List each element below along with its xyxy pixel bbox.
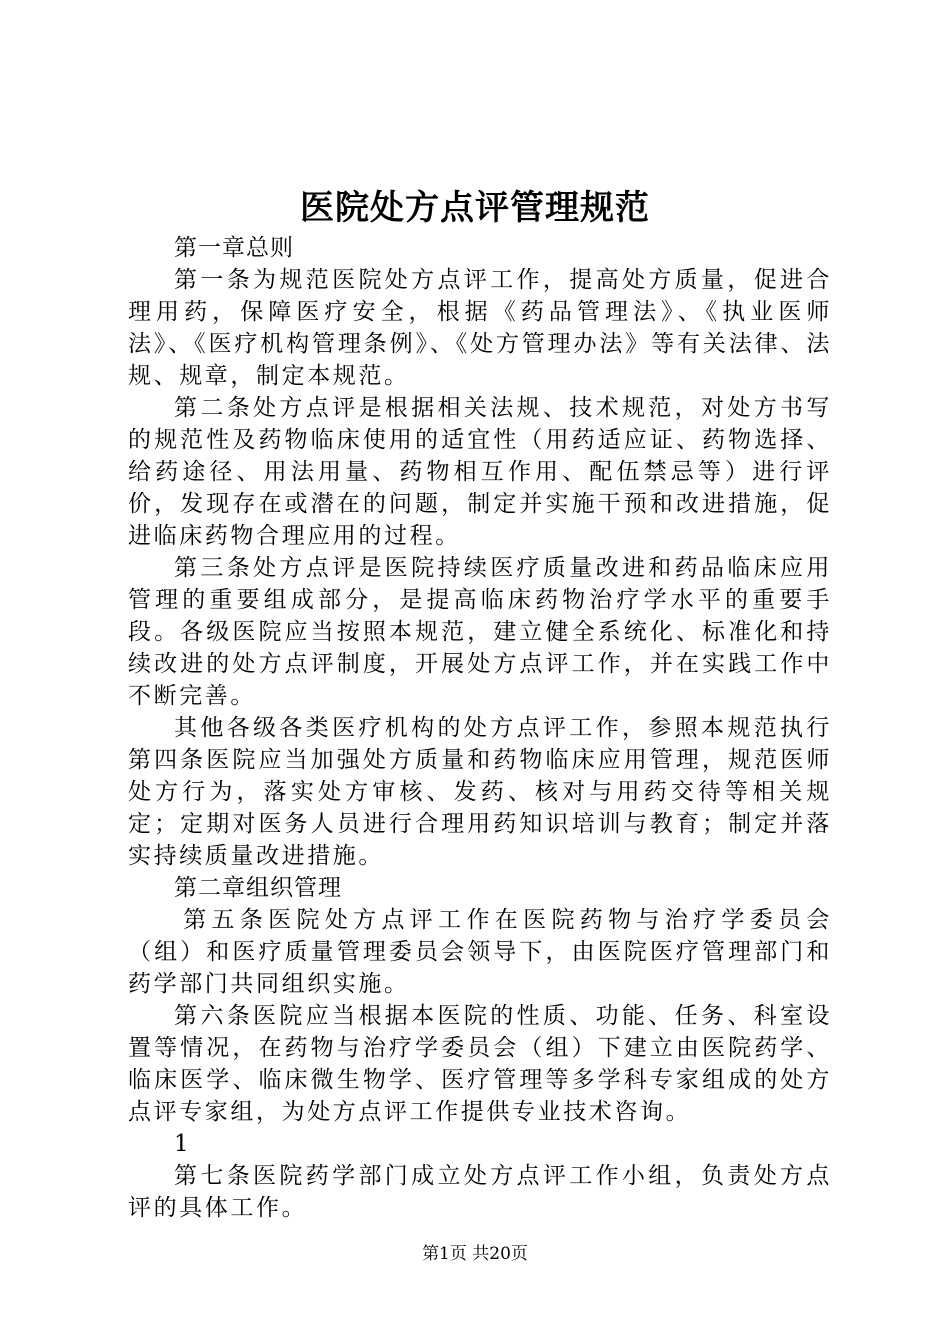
article-paragraph: 第七条医院药学部门成立处方点评工作小组，负责处方点评的具体工作。 — [128, 1163, 832, 1221]
chapter-heading: 第一章总则 — [174, 235, 294, 261]
inline-page-marker: 1 — [174, 1131, 189, 1157]
chapter-heading: 第二章组织管理 — [174, 875, 342, 901]
page-footer: 第1页 共20页 — [422, 1244, 528, 1264]
document-body — [128, 232, 832, 1224]
article-paragraph: 第六条医院应当根据本医院的性质、功能、任务、科室设置等情况，在药物与治疗学委员会（组）下建立由医院药学、临床医学、临床微生物学、医疗管理等多学科专家组成的处方点评专家组，为处方点评工作提供专业技术咨询。 — [128, 1003, 832, 1125]
article-paragraph: 第三条处方点评是医院持续医疗质量改进和药品临床应用管理的重要组成部分，是提高临床药物治疗学水平的重要手段。各级医院应当按照本规范，建立健全系统化、标准化和持续改进的处方点评制度，开展处方点评工作，并在实践工作中不断完善。 — [128, 555, 832, 709]
article-paragraph: 第一条为规范医院处方点评工作，提高处方质量，促进合理用药，保障医疗安全，根据《药品管理法》、《执业医师法》、《医疗机构管理条例》、《处方管理办法》等有关法律、法规、规章，制定本规范。 — [128, 267, 832, 389]
document-title: 医院处方点评管理规范 — [300, 188, 650, 228]
article-paragraph: 第二条处方点评是根据相关法规、技术规范，对处方书写的规范性及药物临床使用的适宜性（用药适应证、药物选择、给药途径、用法用量、药物相互作用、配伍禁忌等）进行评价，发现存在或潜在的问题，制定并实施干预和改进措施，促进临床药物合理应用的过程。 — [128, 395, 832, 549]
article-paragraph: 第五条医院处方点评工作在医院药物与治疗学委员会（组）和医疗质量管理委员会领导下，由医院医疗管理部门和药学部门共同组织实施。 — [128, 907, 832, 997]
article-paragraph: 其他各级各类医疗机构的处方点评工作，参照本规范执行第四条医院应当加强处方质量和药物临床应用管理，规范医师处方行为，落实处方审核、发药、核对与用药交待等相关规定；定期对医务人员进行合理用药知识培训与教育；制定并落实持续质量改进措施。 — [128, 715, 832, 869]
